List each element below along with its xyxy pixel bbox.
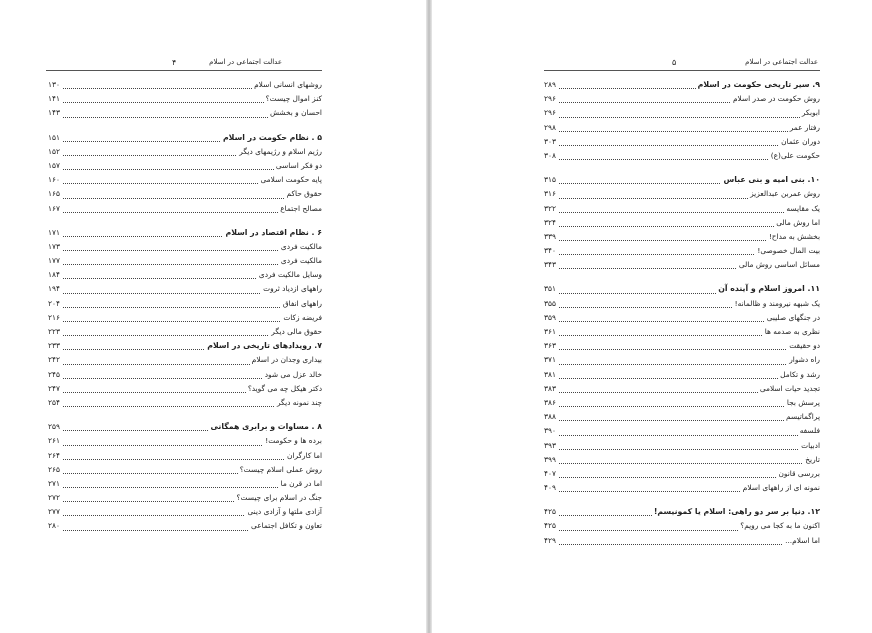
toc-chapter-heading (48, 420, 322, 434)
toc-entry (48, 282, 322, 296)
toc-entry-title: روش عملی اسلام چیست؟ (238, 463, 322, 477)
toc-entry (544, 439, 820, 453)
toc-entry-page: ۲۲۳ (48, 325, 62, 339)
page-number: ۴ (172, 58, 177, 67)
dot-leader (48, 198, 322, 199)
toc-entry-page: ۱۴۱ (48, 92, 62, 106)
toc-entry-title: راه دشوار (787, 353, 820, 367)
dot-leader (544, 544, 820, 545)
toc-entry-page: ۳۸۶ (544, 396, 558, 410)
toc-entry-page: ۱۳۰ (48, 78, 62, 92)
toc-entry (544, 368, 820, 382)
toc-entry (544, 424, 820, 438)
toc-entry-title: ادبیات (799, 439, 820, 453)
toc-entry (544, 121, 820, 135)
toc-entry-page: ۳۱۵ (544, 173, 558, 187)
dot-leader (544, 117, 820, 118)
toc-entry (48, 519, 322, 533)
toc-entry (544, 202, 820, 216)
toc-entry-title: راههای ازدیاد ثروت (261, 282, 322, 296)
toc-chapter-heading (544, 78, 820, 92)
toc-entry-page: ۱۵۷ (48, 159, 62, 173)
toc-entry-title: نظری به صدمه ها (763, 325, 820, 339)
section-gap (48, 410, 322, 420)
toc-entry-page: ۱۶۷ (48, 202, 62, 216)
toc-entry-title: تاریخ (803, 453, 820, 467)
toc-entry-title: خالد عزل می شود (263, 368, 322, 382)
toc-entry-title: تعاون و تکافل اجتماعی (249, 519, 322, 533)
toc-entry (544, 187, 820, 201)
toc-entry (48, 202, 322, 216)
toc-entry-page: ۱۴۳ (48, 106, 62, 120)
toc-entry-page: ۲۶۴ (48, 449, 62, 463)
toc-entry-title: فریضه زکات (281, 311, 322, 325)
running-header: عدالت اجتماعی در اسلام (745, 58, 818, 66)
toc-entry-page: ۳۵۵ (544, 297, 558, 311)
toc-entry (48, 173, 322, 187)
toc-entry-title: حقوق حاکم (285, 187, 322, 201)
toc-entry (48, 463, 322, 477)
toc-entry-page: ۳۹۰ (544, 424, 558, 438)
page-number: ۵ (672, 58, 677, 67)
dot-leader (48, 459, 322, 460)
toc-entry-page: ۳۱۶ (544, 187, 558, 201)
toc-entry-page: ۱۷۷ (48, 254, 62, 268)
toc-entry-title: نمونه ای از راههای اسلام (741, 481, 820, 495)
toc-entry-page: ۴۲۵ (544, 519, 558, 533)
toc-entry-title: دو فکر اساسی (274, 159, 322, 173)
section-gap (544, 272, 820, 282)
toc-entry (48, 78, 322, 92)
toc-entry-title: ۱۱. امروز اسلام و آینده آن (716, 282, 820, 296)
toc-entry-page: ۱۵۱ (48, 131, 62, 145)
section-gap (544, 495, 820, 505)
toc-entry-page: ۴۰۹ (544, 481, 558, 495)
toc-entry-title: ۹. سیر تاریخی حکومت در اسلام (696, 78, 820, 92)
toc-entry-title: حکومت علی(ع) (769, 149, 820, 163)
toc-entry (544, 519, 820, 533)
toc-entry-title: تجدید حیات اسلامی (758, 382, 820, 396)
toc-entry (544, 534, 820, 548)
toc-entry-title: بیت المال خصوصی! (755, 244, 820, 258)
toc-entry (48, 325, 322, 339)
toc-entry-page: ۳۴۳ (544, 258, 558, 272)
toc-entry-page: ۲۰۴ (48, 297, 62, 311)
toc-entry-title: راههای انفاق (281, 297, 322, 311)
toc-entry-page: ۳۹۳ (544, 439, 558, 453)
left-page (0, 0, 430, 633)
toc-entry-title: مالکیت فردی (279, 240, 322, 254)
toc-entry (544, 453, 820, 467)
toc-entry-page: ۳۴۰ (544, 244, 558, 258)
toc-entry (544, 467, 820, 481)
toc-entry-title: ۷. رویدادهای تاریخی در اسلام (205, 339, 322, 353)
toc-entry (544, 311, 820, 325)
toc-entry-page: ۳۲۲ (544, 202, 558, 216)
toc-entry (544, 353, 820, 367)
toc-entry-page: ۴۲۵ (544, 505, 558, 519)
toc-entry-title: بیداری وجدان در اسلام (250, 353, 322, 367)
toc-entry-title: مصالح اجتماع (278, 202, 322, 216)
toc-entry (544, 149, 820, 163)
table-of-contents (544, 78, 820, 548)
toc-entry-page: ۴۲۹ (544, 534, 558, 548)
toc-entry-title: رفتار عمر (788, 121, 820, 135)
toc-entry (544, 258, 820, 272)
toc-entry (544, 396, 820, 410)
header-rule (544, 70, 820, 71)
toc-entry-title: پراگماتیسم (784, 410, 820, 424)
header-rule (46, 70, 322, 71)
toc-entry (544, 410, 820, 424)
toc-entry-page: ۲۷۷ (48, 505, 62, 519)
dot-leader (544, 449, 820, 450)
toc-entry (48, 297, 322, 311)
toc-entry-page: ۳۳۹ (544, 230, 558, 244)
toc-entry (48, 311, 322, 325)
toc-entry-title: ۱۰. بنی امیه و بنی عباس (721, 173, 820, 187)
toc-entry-title: اکنون ما به کجا می رویم؟ (738, 519, 820, 533)
toc-entry-page: ۳۶۳ (544, 339, 558, 353)
section-gap (48, 216, 322, 226)
toc-entry (544, 339, 820, 353)
toc-entry-title: پرسش بجا (785, 396, 820, 410)
toc-entry-title: چند نمونه دیگر (275, 396, 322, 410)
toc-entry-title: پایه حکومت اسلامی (259, 173, 323, 187)
toc-entry (48, 353, 322, 367)
toc-entry-page: ۴۰۷ (544, 467, 558, 481)
toc-entry (48, 145, 322, 159)
toc-entry-page: ۲۸۰ (48, 519, 62, 533)
toc-entry-page: ۲۹۶ (544, 106, 558, 120)
toc-entry-title: برده ها و حکومت! (263, 434, 322, 448)
toc-entry-title: ۸ . مساوات و برابری همگانی (209, 420, 322, 434)
toc-entry (544, 92, 820, 106)
dot-leader (544, 364, 820, 365)
toc-entry-page: ۳۵۱ (544, 282, 558, 296)
toc-entry (48, 106, 322, 120)
toc-entry-title: اما اسلام... (783, 534, 820, 548)
toc-entry-title: دوران عثمان (779, 135, 820, 149)
toc-entry-page: ۳۸۸ (544, 410, 558, 424)
toc-entry (544, 481, 820, 495)
toc-entry-title: کنز اموال چیست؟ (264, 92, 322, 106)
toc-entry (544, 230, 820, 244)
toc-entry-title: حقوق مالی دیگر (269, 325, 322, 339)
toc-entry (48, 92, 322, 106)
toc-entry (48, 396, 322, 410)
toc-entry-title: روش عمربن عبدالعزیز (748, 187, 820, 201)
toc-entry-page: ۳۰۳ (544, 135, 558, 149)
toc-entry (544, 325, 820, 339)
toc-entry-page: ۲۴۵ (48, 368, 62, 382)
table-of-contents (48, 78, 322, 534)
toc-entry-page: ۱۹۴ (48, 282, 62, 296)
toc-entry (544, 135, 820, 149)
dot-leader (544, 131, 820, 132)
toc-entry-page: ۲۵۹ (48, 420, 62, 434)
toc-entry-title: روش حکومت در صدر اسلام (731, 92, 820, 106)
toc-entry-title: احسان و بخشش (268, 106, 322, 120)
toc-entry (48, 382, 322, 396)
toc-entry (48, 368, 322, 382)
right-page (432, 0, 872, 633)
toc-entry-title: روشهای انسانی اسلام (252, 78, 322, 92)
toc-entry-page: ۱۶۵ (48, 187, 62, 201)
dot-leader (544, 463, 820, 464)
dot-leader (544, 406, 820, 407)
toc-entry-title: یک شبهه نیرومند و ظالمانه! (733, 297, 820, 311)
toc-entry-page: ۲۸۹ (544, 78, 558, 92)
toc-entry-title: آزادی ملتها و آزادی دینی (245, 505, 322, 519)
toc-chapter-heading (544, 505, 820, 519)
toc-entry-title: یک مقایسه (784, 202, 820, 216)
toc-entry-title: جنگ در اسلام برای چیست؟ (235, 491, 322, 505)
toc-entry-title: ۶ . نظام اقتصاد در اسلام (223, 226, 322, 240)
toc-chapter-heading (544, 173, 820, 187)
toc-entry-page: ۳۶۱ (544, 325, 558, 339)
toc-entry (544, 244, 820, 258)
toc-chapter-heading (48, 339, 322, 353)
toc-entry-title: رژیم اسلام و رژیمهای دیگر (237, 145, 322, 159)
toc-entry-page: ۳۰۸ (544, 149, 558, 163)
toc-entry-page: ۲۷۲ (48, 491, 62, 505)
toc-entry (544, 216, 820, 230)
toc-entry-page: ۳۷۱ (544, 353, 558, 367)
toc-entry (544, 297, 820, 311)
toc-entry-title: ابوبکر (800, 106, 820, 120)
toc-entry-title: مسائل اساسی روش مالی (737, 258, 820, 272)
toc-entry-page: ۲۶۱ (48, 434, 62, 448)
toc-entry-title: وسایل مالکیت فردی (257, 268, 322, 282)
toc-entry-title: در جنگهای صلیبی (765, 311, 820, 325)
toc-entry (48, 240, 322, 254)
toc-entry-page: ۳۵۹ (544, 311, 558, 325)
toc-entry-page: ۲۹۶ (544, 92, 558, 106)
toc-entry-title: ۱۲. دنیا بر سر دو راهی: اسلام یا کمونیسم! (652, 505, 820, 519)
dot-leader (544, 212, 820, 213)
dot-leader (544, 435, 820, 436)
toc-entry-page: ۲۷۱ (48, 477, 62, 491)
toc-entry-page: ۲۱۶ (48, 311, 62, 325)
toc-entry-title: بخشش به مداح! (767, 230, 820, 244)
toc-entry (48, 449, 322, 463)
toc-entry-title: بررسی قانون (777, 467, 821, 481)
toc-entry-page: ۲۶۵ (48, 463, 62, 477)
toc-entry-page: ۱۵۲ (48, 145, 62, 159)
toc-chapter-heading (48, 131, 322, 145)
toc-chapter-heading (544, 282, 820, 296)
toc-entry (48, 254, 322, 268)
toc-entry-page: ۱۸۴ (48, 268, 62, 282)
toc-entry-page: ۲۴۷ (48, 382, 62, 396)
toc-entry (48, 505, 322, 519)
toc-chapter-heading (48, 226, 322, 240)
toc-entry-title: دو حقیقت (787, 339, 820, 353)
toc-entry-page: ۲۹۸ (544, 121, 558, 135)
section-gap (48, 121, 322, 131)
toc-entry (544, 382, 820, 396)
toc-entry-title: ۵ . نظام حکومت در اسلام (221, 131, 322, 145)
toc-entry-title: اما در قرن ما (279, 477, 322, 491)
toc-entry-title: فلسفه (798, 424, 820, 438)
toc-entry-title: مالکیت فردی (279, 254, 322, 268)
section-gap (544, 163, 820, 173)
toc-entry-title: رشد و تکامل (778, 368, 820, 382)
toc-entry-title: دکتر هیکل چه می گوید؟ (246, 382, 322, 396)
toc-entry-title: اما روش مالی (774, 216, 820, 230)
toc-entry-page: ۳۲۴ (544, 216, 558, 230)
toc-entry-page: ۱۶۰ (48, 173, 62, 187)
dot-leader (544, 420, 820, 421)
toc-entry-page: ۲۵۴ (48, 396, 62, 410)
toc-entry-page: ۲۳۳ (48, 339, 62, 353)
toc-entry-page: ۳۸۳ (544, 382, 558, 396)
running-header: عدالت اجتماعی در اسلام (209, 58, 282, 66)
toc-entry-page: ۳۹۹ (544, 453, 558, 467)
dot-leader (544, 349, 820, 350)
toc-entry (48, 187, 322, 201)
toc-entry (544, 106, 820, 120)
toc-entry-page: ۱۷۱ (48, 226, 62, 240)
toc-entry (48, 159, 322, 173)
toc-entry-page: ۱۷۳ (48, 240, 62, 254)
toc-entry-title: اما کارگران (285, 449, 322, 463)
toc-entry-page: ۳۸۱ (544, 368, 558, 382)
toc-entry-page: ۲۴۲ (48, 353, 62, 367)
toc-entry (48, 268, 322, 282)
toc-entry (48, 491, 322, 505)
toc-entry (48, 477, 322, 491)
toc-entry (48, 434, 322, 448)
